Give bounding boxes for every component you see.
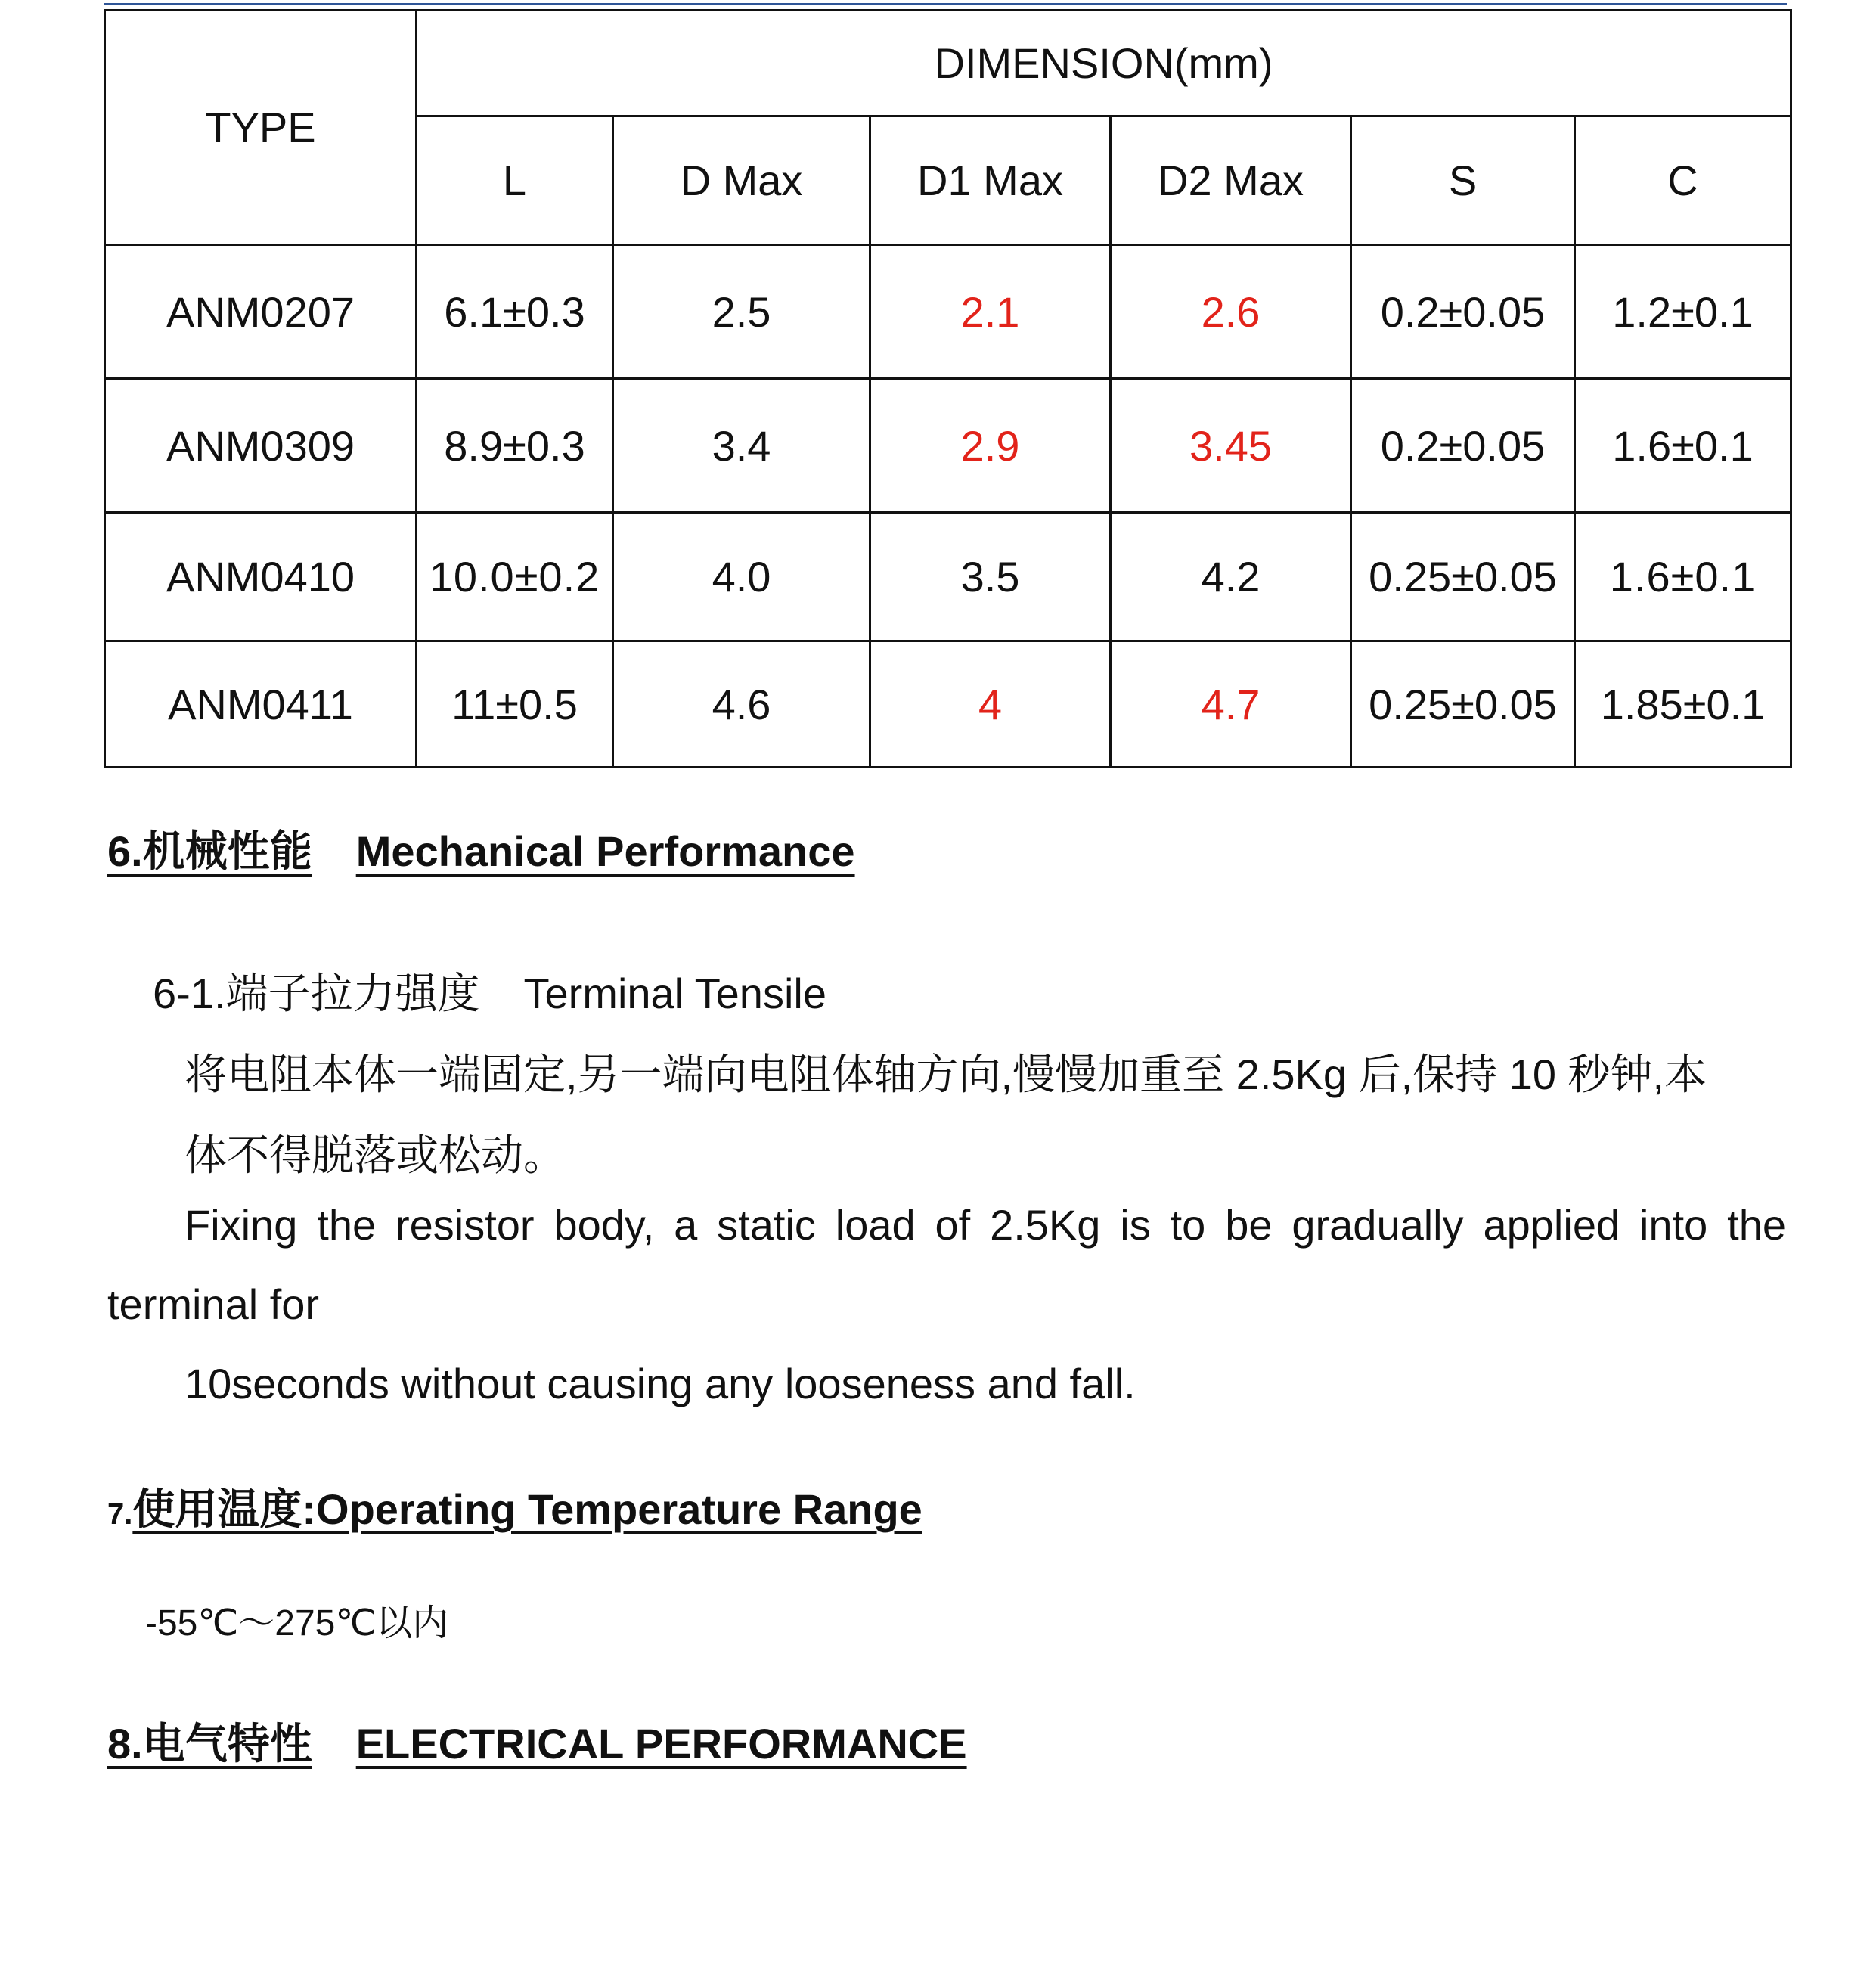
subsection-6-1-title-cn: 6-1.端子拉力强度 — [153, 970, 480, 1017]
tensile-text-en-line3: 10seconds without causing any looseness and fall. — [184, 1360, 1136, 1407]
cell-c: 1.85±0.1 — [1575, 641, 1791, 768]
col-header-d-max: D Max — [613, 116, 870, 245]
cell-d2: 4.2 — [1111, 513, 1351, 641]
tensile-text-en-line2: terminal for — [107, 1280, 320, 1328]
cell-type: ANM0410 — [105, 513, 417, 641]
cell-l: 8.9±0.3 — [417, 379, 613, 513]
table-row — [105, 641, 1791, 768]
table-row — [105, 379, 1791, 513]
section-7-title: 使用温度:Operating Temperature Range — [132, 1485, 922, 1533]
cell-s: 0.2±0.05 — [1351, 379, 1575, 513]
top-rule — [104, 3, 1787, 5]
section-7-number: 7. — [107, 1497, 133, 1531]
cell-d1: 4 — [870, 641, 1111, 768]
table-row — [105, 513, 1791, 641]
cell-c: 1.6±0.1 — [1575, 379, 1791, 513]
cell-l: 6.1±0.3 — [417, 245, 613, 379]
cell-type: ANM0411 — [105, 641, 417, 768]
section-8-heading — [107, 1711, 967, 1771]
subsection-6-1-heading — [153, 960, 826, 1021]
temperature-range: -55℃～275℃以内 — [145, 1603, 449, 1643]
cell-d1: 2.9 — [870, 379, 1111, 513]
cell-d: 4.0 — [613, 513, 870, 641]
cell-d2: 3.45 — [1111, 379, 1351, 513]
section-6-title-cn: 6.机械性能 — [107, 827, 312, 875]
subsection-6-1-title-en: Terminal Tensile — [523, 970, 826, 1017]
section-6-heading — [107, 818, 855, 879]
cell-l: 11±0.5 — [417, 641, 613, 768]
col-header-l: L — [417, 116, 613, 245]
tensile-text-en-line1: Fixing the resistor body, a static load of 2.5Kg is to be gradually applied into the — [184, 1201, 1786, 1249]
section-6-title-en: Mechanical Performance — [355, 827, 855, 875]
col-header-d2-max: D2 Max — [1111, 116, 1351, 245]
cell-d: 2.5 — [613, 245, 870, 379]
cell-s: 0.25±0.05 — [1351, 641, 1575, 768]
section-8-title-en: ELECTRICAL PERFORMANCE — [355, 1720, 967, 1767]
cell-s: 0.25±0.05 — [1351, 513, 1575, 641]
col-header-d1-max: D1 Max — [870, 116, 1111, 245]
table-row — [105, 245, 1791, 379]
cell-l: 10.0±0.2 — [417, 513, 613, 641]
cell-d2: 4.7 — [1111, 641, 1351, 768]
cell-d1: 3.5 — [870, 513, 1111, 641]
type-header: TYPE — [105, 11, 417, 245]
col-header-c: C — [1575, 116, 1791, 245]
cell-s: 0.2±0.05 — [1351, 245, 1575, 379]
dimension-header: DIMENSION(mm) — [417, 11, 1791, 116]
cell-c: 1.6±0.1 — [1575, 513, 1791, 641]
section-7-heading — [107, 1476, 922, 1537]
table-header-row — [105, 11, 1791, 116]
cell-type: ANM0309 — [105, 379, 417, 513]
cell-type: ANM0207 — [105, 245, 417, 379]
cell-d2: 2.6 — [1111, 245, 1351, 379]
section-8-title-cn: 8.电气特性 — [107, 1720, 312, 1767]
cell-c: 1.2±0.1 — [1575, 245, 1791, 379]
cell-d1: 2.1 — [870, 245, 1111, 379]
cell-d: 4.6 — [613, 641, 870, 768]
dimension-table — [104, 9, 1792, 768]
tensile-text-cn-line1: 将电阻本体一端固定,另一端向电阻体轴方向,慢慢加重至 2.5Kg 后,保持 10 秒钟,本 — [184, 1050, 1707, 1098]
cell-d: 3.4 — [613, 379, 870, 513]
col-header-s: S — [1351, 116, 1575, 245]
tensile-text-cn-line2: 体不得脱落或松动。 — [184, 1131, 566, 1179]
